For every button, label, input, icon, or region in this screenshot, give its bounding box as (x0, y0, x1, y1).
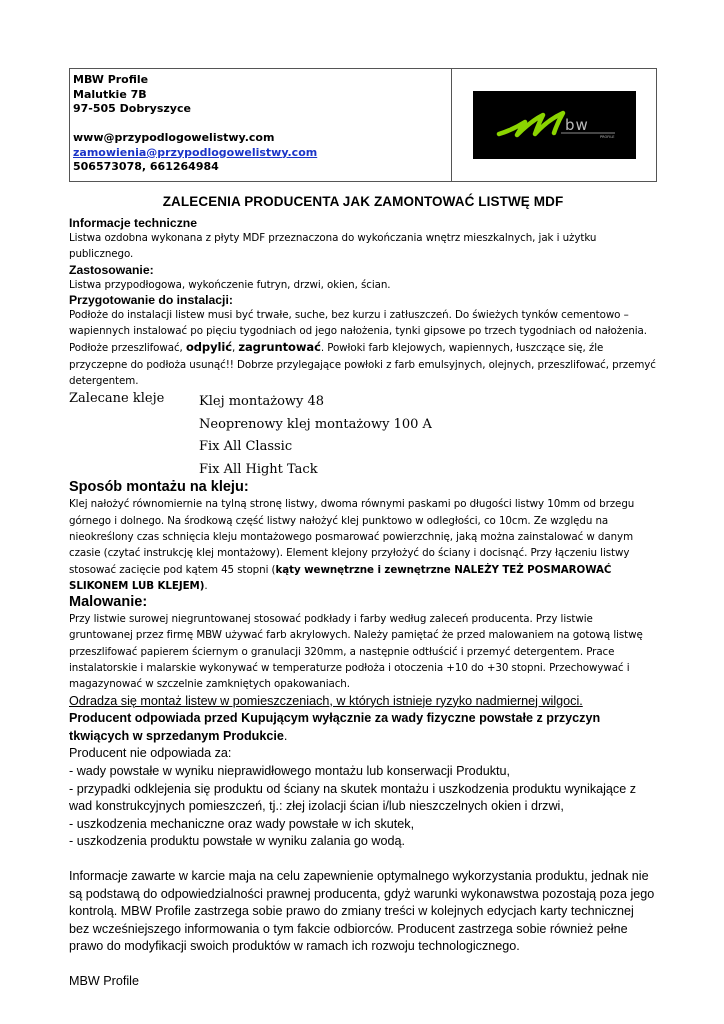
liability-item: - uszkodzenia mechaniczne oraz wady powstałe w ich skutek, (69, 816, 415, 831)
glue-item: Fix All Classic (199, 439, 293, 455)
signature: MBW Profile (69, 973, 139, 988)
usage-heading: Zastosowanie: (69, 262, 154, 277)
painting-heading: Malowanie: (69, 594, 148, 611)
company-phones: 506573078, 661264984 (73, 160, 219, 173)
recommended-glues (69, 391, 657, 479)
logo-cell (452, 69, 656, 181)
mbw-logo-graphic (473, 91, 636, 159)
company-street: Malutkie 7B (73, 87, 147, 101)
mbw-logo (473, 91, 636, 159)
document-page (69, 68, 657, 991)
liability-statement: Producent odpowiada przed Kupującym wyłącznie za wady fizyczne powstałe z przyczyn tkwiących w sprzedanym Produkcie. (69, 711, 601, 743)
mounting-heading: Sposób montażu na kleju: (69, 479, 249, 496)
glue-item: Fix All Hight Tack (199, 461, 318, 477)
painting-text: Przy listwie surowej niegruntowanej stosować podkłady i farby według zaleceń producenta. Przy listwie gruntowanej przez firmę MBW używać farb akrylowych. Należy pamiętać że przed malowaniem na gotową listwę przeszlifować papierem ściernym o granulacji 320mm, a następnie odtłuścić i przemyć detergentem. Prace instalatorskie i malarskie wykonywać w temperaturze podłoża i otoczenia +10 do +30 stopni. Przechowywać i magazynować w szczelnie zamkniętych opakowaniach. (69, 613, 643, 691)
mounting-text: Klej nałożyć równomiernie na tylną stronę listwy, dwoma równymi paskami po długości listwy 10mm od brzegu górnego i dolnego. Na środkową część listwy nałożyć klej punktowo w odległości, co 10cm. Ze względu na nieokreślony czas schnięcia kleju montażowego posmarować powierzchnię, jaką można zainstalować w danym czasie (czytać instrukcję klej montażowy). Element klejony przyłożyć do ściany i docisnąć. Przy łączeniu listwy stosować zacięcie pod kątem 45 stopni (kąty wewnętrzne i zewnętrzne NALEŻY TEŻ POSMAROWAĆ SLIKONEM LUB KLEJEM). (69, 498, 635, 592)
company-contact-block (70, 69, 452, 181)
glue-item: Klej montażowy 48 (199, 394, 325, 410)
usage-text: Listwa przypodłogowa, wykończenie futryn, drzwi, okien, ścian. (69, 278, 391, 291)
liability-item: - uszkodzenia produktu powstałe w wyniku zalania go wodą. (69, 834, 406, 849)
prep-heading: Przygotowanie do instalacji: (69, 292, 233, 307)
company-website: www@przypodlogowelistwy.com (73, 131, 275, 144)
tech-info-heading: Informacje techniczne (69, 216, 198, 230)
moisture-warning: Odradza się montaż listew w pomieszczeniach, w których istnieje ryzyko nadmiernej wilgoci. (69, 693, 583, 708)
glue-list (199, 391, 432, 481)
svg-text:PROFILE: PROFILE (599, 135, 615, 139)
liability-intro: Producent nie odpowiada za: (69, 746, 232, 761)
svg-text:bw: bw (564, 116, 589, 134)
tech-info-text: Listwa ozdobna wykonana z płyty MDF przeznaczona do wykończania wnętrz mieszkalnych, jak i użytku publicznego. (69, 232, 597, 261)
company-name: MBW Profile (73, 73, 149, 86)
header-table (69, 68, 657, 182)
disclaimer-text: Informacje zawarte w karcie maja na celu zapewnienie optymalnego wykorzystania produktu, jednak nie są podstawą do odpowiedzialności prawnej producenta, gdyż warunki wykonawstwa pozostają poza jego kontrolą. MBW Profile zastrzega sobie prawo do zmiany treści w kolejnych edycjach karty technicznej bez wcześniejszego informowania o tym fakcie odbiorców. Producent zastrzega sobie również pełne prawo do modyfikacji swoich produktów w ramach ich rozwoju technologicznego. (69, 868, 655, 954)
glue-item: Neoprenowy klej montażowy 100 A (199, 416, 432, 432)
glue-label: Zalecane kleje (69, 391, 165, 407)
liability-item: - przypadki odklejenia się produktu od ściany na skutek montażu i uszkodzenia produktu wynikające z wad konstrukcyjnych pomieszczeń, tj.: złej izolacji ścian i/lub nieszczelnych okien i drzwi, (69, 781, 637, 814)
company-email-link[interactable]: zamowienia@przypodlogowelistwy.com (73, 145, 318, 159)
document-title: ZALECENIA PRODUCENTA JAK ZAMONTOWAĆ LISTWĘ MDF (162, 194, 564, 209)
prep-text: Podłoże do instalacji listew musi być trwałe, suche, bez kurzu i zatłuszczeń. Do świeżych tynków cementowo – wapiennych instalować po pięciu tygodniach od jego nałożenia, tynki gipsowe po trzech tygodniach od nałożenia. Podłoże przeszlifować, odpylić, zagruntować. Powłoki farb klejowych, wapiennych, łuszczące się, źle przyczepne do podłoża usunąć!! Dobrze przylegające powłoki z farb emulsyjnych, olejnych, przeszlifować, przemyć detergentem. (69, 308, 656, 388)
company-city: 97-505 Dobryszyce (73, 102, 191, 115)
liability-item: - wady powstałe w wyniku nieprawidłowego montażu lub konserwacji Produktu, (69, 764, 510, 779)
